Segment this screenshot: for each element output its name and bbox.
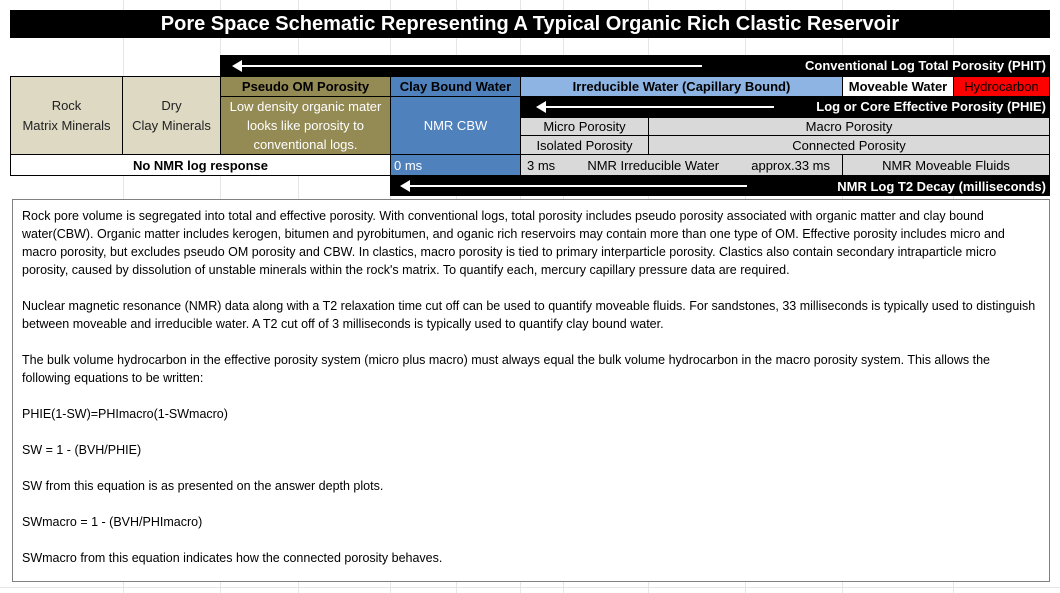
notes-paragraph-2: Nuclear magnetic resonance (NMR) data along with a T2 relaxation time cut off can be used to quantify moveable fluids. For sandstones, 33 milliseconds is typically used to distinguish between moveable and irreducible water. A T2 cut off of 3 milliseconds is typically used to quantify clay bound water. xyxy=(22,299,1036,331)
three-ms-label: 3 ms xyxy=(527,157,556,173)
grid-line xyxy=(0,587,1060,588)
phit-label: Conventional Log Total Porosity (PHIT) xyxy=(805,58,1046,73)
equation-1: PHIE(1-SW)=PHImacro(1-SWmacro) xyxy=(22,407,228,421)
no-nmr-response-cell: No NMR log response xyxy=(10,154,391,176)
phit-bar xyxy=(220,55,1050,76)
notes-paragraph-5: SWmacro from this equation indicates how the connected porosity behaves. xyxy=(22,551,443,565)
rock-matrix-cell xyxy=(10,76,123,155)
rock-label: Rock xyxy=(51,97,82,113)
irreducible-water-header: Irreducible Water (Capillary Bound) xyxy=(520,76,843,97)
pseudo-om-header: Pseudo OM Porosity xyxy=(220,76,391,97)
rock-sublabel: Matrix Minerals xyxy=(22,117,111,133)
arrow-left-icon xyxy=(234,65,702,67)
phie-bar xyxy=(520,96,1050,117)
nmr-zero-ms-cell: 0 ms xyxy=(390,154,521,176)
page-title: Pore Space Schematic Representing A Typical Organic Rich Clastic Reservoir xyxy=(10,10,1050,38)
cbw-header: Clay Bound Water xyxy=(390,76,521,97)
equation-2: SW = 1 - (BVH/PHIE) xyxy=(22,443,142,457)
notes-paragraph-3: The bulk volume hydrocarbon in the effective porosity system (micro plus macro) must always equal the bulk volume hydrocarbon in the macro porosity system. This allows the following equations to be written: xyxy=(22,353,991,385)
dry-clay-cell xyxy=(122,76,221,155)
pseudo-om-text-3: conventional logs. xyxy=(253,137,358,152)
equation-3: SWmacro = 1 - (BVH/PHImacro) xyxy=(22,515,203,529)
micro-porosity-cell: Micro Porosity xyxy=(520,117,649,136)
t2-bar xyxy=(390,176,1050,196)
hydrocarbon-header: Hydrocarbon xyxy=(953,76,1050,97)
arrow-left-icon xyxy=(538,106,774,108)
nmr-irreducible-label: NMR Irreducible Water xyxy=(587,157,720,173)
nmr-moveable-cell: NMR Moveable Fluids xyxy=(842,154,1050,176)
pseudo-om-text-2: looks like porosity to xyxy=(246,118,365,133)
pseudo-om-cell xyxy=(220,96,391,155)
arrow-left-icon xyxy=(402,185,747,187)
notes-paragraph-4: SW from this equation is as presented on the answer depth plots. xyxy=(22,479,384,493)
isolated-porosity-cell: Isolated Porosity xyxy=(520,135,649,155)
pseudo-om-text-1: Low density organic mater xyxy=(229,99,382,114)
nmr-cbw-cell: NMR CBW xyxy=(390,96,521,155)
phie-label: Log or Core Effective Porosity (PHIE) xyxy=(816,99,1046,114)
moveable-water-header: Moveable Water xyxy=(842,76,954,97)
t2-label: NMR Log T2 Decay (milliseconds) xyxy=(837,178,1046,194)
notes-paragraph-1: Rock pore volume is segregated into total and effective porosity. With conventional logs, total porosity includes pseudo porosity associated with organic matter and clay bound water(CBW). Organic matter includes kerogen, bitumen and pyrobitumen, and oganic rich reservoirs may contain more than one type of OM. Effective porosity includes micro and macro porosity, but excludes pseudo OM porosity and CBW. In clastics, macro porosity is tied to primary interparticle porosity. Clastics also contain secondary intraparticle micro porosity, caused by dissolution of unstable minerals within the rock's matrix. To quantify each, mercury capillary pressure data are required. xyxy=(22,209,1005,277)
approx-33ms-label: approx.33 ms xyxy=(751,157,830,173)
dry-sublabel: Clay Minerals xyxy=(132,117,211,133)
dry-label: Dry xyxy=(161,97,182,113)
connected-porosity-cell: Connected Porosity xyxy=(648,135,1050,155)
nmr-irreducible-cell xyxy=(520,154,843,176)
macro-porosity-cell: Macro Porosity xyxy=(648,117,1050,136)
notes-textbox xyxy=(12,199,1050,582)
